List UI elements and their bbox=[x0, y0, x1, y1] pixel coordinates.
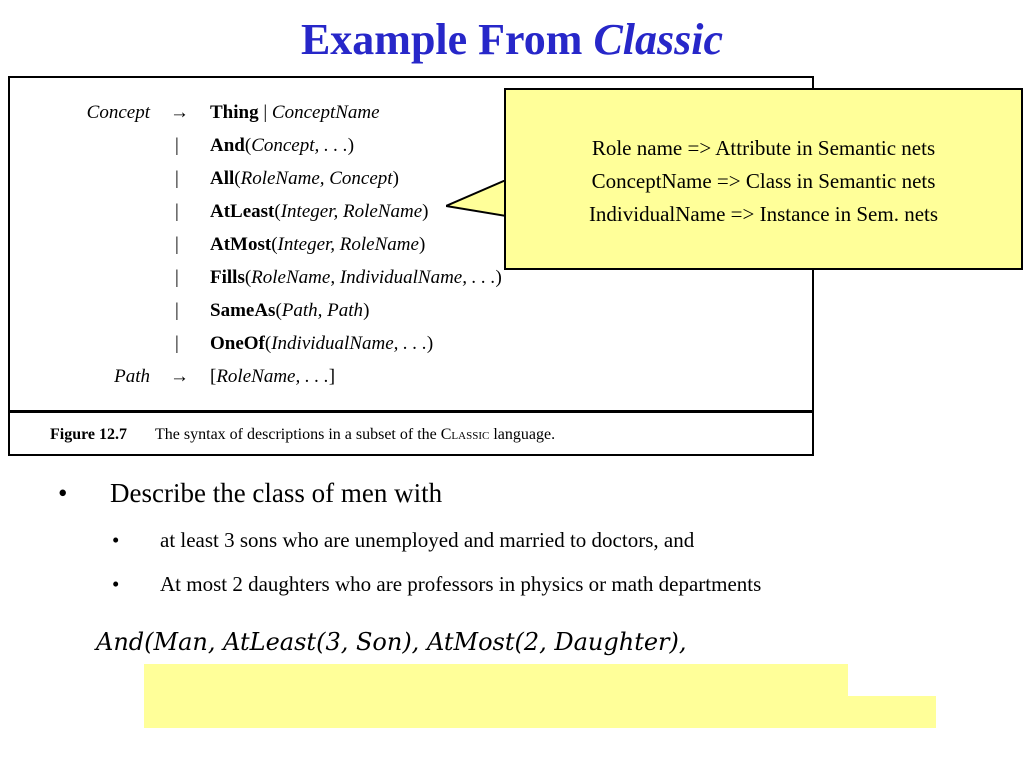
grammar-keyword: All bbox=[210, 168, 235, 189]
grammar-args: RoleName, . . . bbox=[216, 366, 329, 387]
grammar-args: Concept, . . . bbox=[251, 135, 348, 156]
grammar-rhs bbox=[210, 267, 502, 289]
grammar-punct: ] bbox=[328, 366, 336, 387]
grammar-punct: | bbox=[258, 102, 272, 123]
callout-line: Role name => Attribute in Semantic nets bbox=[591, 136, 936, 160]
grammar-punct: ) bbox=[426, 333, 434, 354]
grammar-keyword: AtMost bbox=[210, 234, 272, 255]
grammar-rhs bbox=[210, 300, 369, 322]
grammar-punct: ) bbox=[392, 168, 399, 189]
classic-formula: And(Man, AtLeast(3, Son), AtMost(2, Daughter), bbox=[96, 628, 687, 656]
slide-title bbox=[0, 14, 1024, 65]
grammar-keyword: AtLeast bbox=[210, 201, 275, 222]
grammar-rhs bbox=[210, 135, 354, 157]
grammar-punct: ( bbox=[244, 135, 252, 156]
figure-caption-end: language. bbox=[489, 426, 556, 443]
grammar-rhs bbox=[210, 102, 380, 124]
bullet-marker: • bbox=[58, 478, 68, 508]
grammar-bar: | bbox=[175, 135, 179, 156]
grammar-keyword: Thing bbox=[210, 102, 259, 123]
grammar-arrow: → bbox=[170, 366, 189, 387]
slide-title-main: Example From bbox=[300, 15, 594, 64]
grammar-row bbox=[10, 366, 810, 396]
grammar-punct: [ bbox=[210, 366, 217, 387]
grammar-args: RoleName, IndividualName, . . . bbox=[251, 267, 496, 288]
grammar-punct: ( bbox=[274, 201, 281, 222]
grammar-lhs: Path bbox=[114, 366, 150, 387]
callout-box bbox=[504, 88, 1023, 270]
grammar-keyword: OneOf bbox=[210, 333, 265, 354]
grammar-bar: | bbox=[175, 201, 179, 222]
grammar-args: Integer, RoleName bbox=[277, 234, 419, 255]
grammar-row bbox=[10, 300, 810, 330]
grammar-row bbox=[10, 267, 810, 297]
grammar-keyword: And bbox=[210, 135, 245, 156]
grammar-args: Integer, RoleName bbox=[280, 201, 423, 222]
grammar-punct: ( bbox=[234, 168, 241, 189]
callout-line: IndividualName => Instance in Sem. nets bbox=[588, 202, 939, 226]
grammar-punct: ) bbox=[418, 234, 426, 255]
grammar-rhs bbox=[210, 366, 335, 388]
figure-caption-classic: Classic bbox=[440, 426, 490, 443]
grammar-row bbox=[10, 333, 810, 363]
grammar-punct: ) bbox=[363, 300, 370, 321]
callout-pointer bbox=[446, 180, 508, 220]
bullet-marker: • bbox=[112, 572, 120, 596]
grammar-lhs: Concept bbox=[86, 102, 150, 123]
grammar-punct: ) bbox=[495, 267, 502, 288]
bullet-main-text: Describe the class of men with bbox=[110, 478, 443, 508]
grammar-punct: ) bbox=[422, 201, 429, 222]
figure-caption-text: The syntax of descriptions in a subset of the bbox=[155, 426, 441, 443]
bullet-marker: • bbox=[112, 528, 120, 552]
grammar-bar: | bbox=[175, 234, 179, 255]
sub-bullet-text: at least 3 sons who are unemployed and married to doctors, and bbox=[160, 528, 695, 552]
grammar-keyword: Fills bbox=[210, 267, 245, 288]
grammar-rhs bbox=[210, 201, 428, 223]
grammar-rhs bbox=[210, 333, 433, 355]
figure-caption-label: Figure 12.7 bbox=[50, 426, 128, 443]
grammar-punct: ( bbox=[271, 234, 278, 255]
grammar-punct: ( bbox=[264, 333, 272, 354]
grammar-args: IndividualName, . . . bbox=[271, 333, 427, 354]
grammar-bar: | bbox=[175, 300, 179, 321]
grammar-bar: | bbox=[175, 168, 179, 189]
slide-title-italic: Classic bbox=[593, 15, 724, 64]
grammar-rhs bbox=[210, 234, 425, 256]
figure-divider bbox=[10, 410, 812, 413]
callout-line: ConceptName => Class in Semantic nets bbox=[591, 169, 936, 193]
grammar-args: RoleName, Concept bbox=[240, 168, 393, 189]
grammar-arrow: → bbox=[170, 102, 189, 123]
grammar-bar: | bbox=[175, 267, 179, 288]
grammar-punct: ( bbox=[244, 267, 252, 288]
grammar-bar: | bbox=[175, 333, 179, 354]
sub-bullet-text: At most 2 daughters who are professors in physics or math departments bbox=[160, 572, 762, 596]
grammar-args: ConceptName bbox=[271, 102, 380, 123]
grammar-punct: ) bbox=[347, 135, 355, 156]
figure-caption bbox=[50, 426, 555, 444]
grammar-rhs bbox=[210, 168, 399, 190]
highlight-block bbox=[144, 696, 936, 728]
grammar-keyword: SameAs bbox=[210, 300, 276, 321]
grammar-punct: ( bbox=[275, 300, 282, 321]
grammar-args: Path, Path bbox=[281, 300, 364, 321]
